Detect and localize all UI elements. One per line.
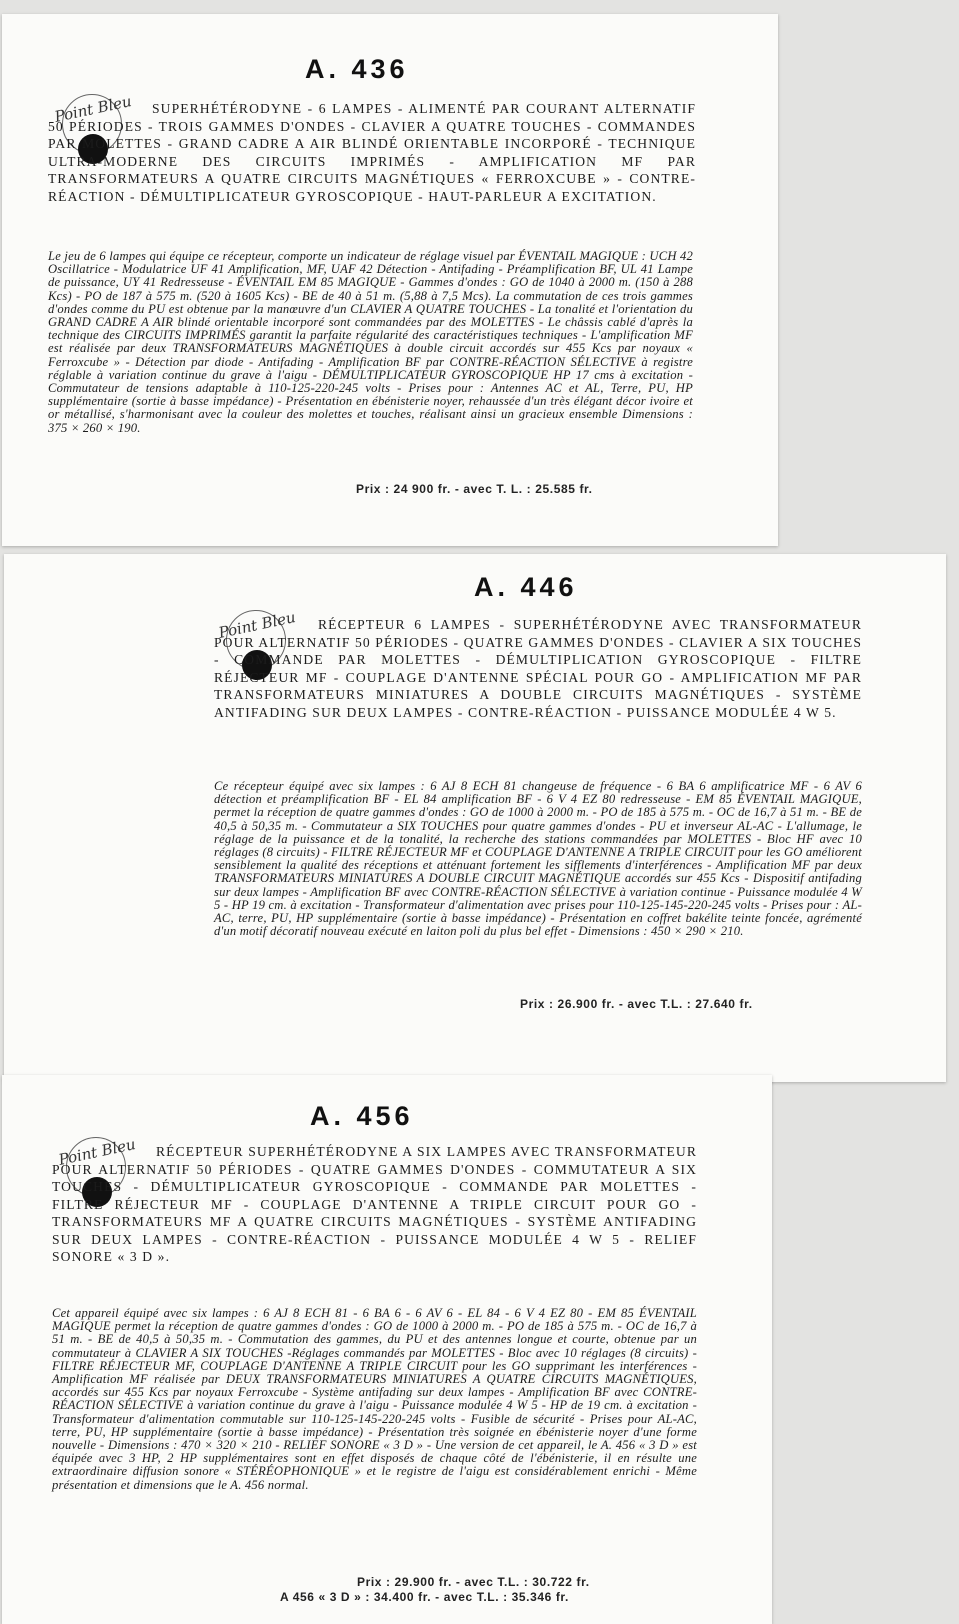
model-title: A. 436 <box>305 54 409 84</box>
description-text: Cet appareil équipé avec six lampes : 6 AJ 8 ECH 81 - 6 BA 6 - 6 AV 6 - EL 84 - 6 V 4 EZ 80 - EM 85 ÉVENTAIL MAGIQUE permet la réception de quatre gammes d'ondes : GO de 1000 à 2000 m. - PO de 185 à 575 m. - OC de 16,7 à 51 m. - BE de 40,5 à 50,35 m. - Commutation des gammes, du PU et des antennes longue et courte, obtenue par un commutateur à CLAVIER A SIX TOUCHES -Réglages commandés par MOLETTES - Bloc avec 10 réglages (8 circuits) - FILTRE RÉJECTEUR MF, COUPLAGE D'ANTENNE A TRIPLE CIRCUIT pour les GO supprimant les interférences - Amplification MF réalisée par DEUX TRANSFORMATEURS MINIATURES A QUATRE CIRCUITS MAGNÉTIQUES, accordés sur 455 Kcs par noyaux Ferroxcube - Système antifading sur deux lampes - Amplification BF avec CONTRE-RÉACTION SÉLECTIVE à variation continue du grave à l'aigu - Puissance modulée 4 W 5 - HP de 19 cm. à excitation - Transformateur d'alimentation commutable sur 110-125-145-220-245 volts - Fusible de sécurité - Prises pour AL-AC, terre, PU, HP supplémentaire (sortie à basse impédance) - Présentation très soignée en ébénisterie noyer d'une forme nouvelle - Dimensions : 470 × 320 × 210 - RELIEF SONORE « 3 D » - Une version de cet appareil, le A. 456 « 3 D » est équipée avec 3 HP, 2 HP supplémentaires sont en effet disposés de chaque côté de l'ébénisterie, il en résulte une extraordinaire diffusion sonore « STÉRÉOPHONIQUE » et le registre de l'aigu est considérablement enrichi - Même présentation et dimensions que le A. 456 normal. <box>52 1306 697 1492</box>
logo-script: Point Bleu <box>216 608 298 642</box>
price-line: Prix : 26.900 fr. - avec T.L. : 27.640 fr. <box>520 997 753 1011</box>
logo-script: Point Bleu <box>52 92 134 126</box>
model-title: A. 446 <box>474 572 578 602</box>
price-line: Prix : 29.900 fr. - avec T.L. : 30.722 fr. <box>357 1575 590 1589</box>
description-text: Le jeu de 6 lampes qui équipe ce récepteur, comporte un indicateur de réglage visuel par ÉVENTAIL MAGIQUE : UCH 42 Oscillatrice - Modulatrice UF 41 Amplification, MF, UAF 42 Détection - Antifading - Préamplification BF, UL 41 Lampe de puissance, UY 41 Redresseuse - ÉVENTAIL EM 85 MAGIQUE - Gammes d'ondes : GO de 1040 à 2000 m. (150 à 288 Kcs) - PO de 187 à 575 m. (520 à 1605 Kcs) - BE de 40 à 51 m. (5,88 à 7,5 Mcs). La commutation de ces trois gammes d'ondes comme du PU est obtenue par la manœuvre d'un CLAVIER A QUATRE TOUCHES - La tonalité et l'orientation du GRAND CADRE A AIR blindé orientable incorporé sont commandées par des MOLETTES - Le châssis cablé d'après la technique des CIRCUITS IMPRIMÉS garantit la parfaite régularité des caractéristiques techniques - L'amplification MF est réalisée par deux TRANSFORMATEURS MAGNÉTIQUES à double circuit accordés sur 455 Kcs par noyaux « Ferroxcube » - Détection par diode - Antifading - Amplification BF par CONTRE-RÉACTION SÉLECTIVE à registre réglable à variation continue du grave à l'aigu - DÉMULTIPLICATEUR GYROSCOPIQUE HP 17 cms à excitation - Commutateur de tensions adaptable à 110-125-220-245 volts - Prises pour : Antennes AC et AL, Terre, PU, HP supplémentaire (sortie à basse impédance) - Présentation en ébénisterie noyer, rehaussée d'un très élégant décor ivoire et or métallisé, s'harmonisant avec la couleur des molettes et touches, réalisant ainsi un gracieux ensemble Dimensions : 375 × 260 × 190. <box>48 249 693 435</box>
logo-script: Point Bleu <box>56 1135 138 1169</box>
features-text: RÉCEPTEUR SUPERHÉTÉRODYNE A SIX LAMPES AVEC TRANSFORMATEUR POUR ALTERNATIF 50 PÉRIODES - QUATRE GAMMES D'ONDES - COMMUTATEUR A SIX TOUCHES - DÉMULTIPLICATEUR GYROSCOPIQUE - COMMANDE PAR MOLETTES - FILTRE RÉJECTEUR MF - COUPLAGE D'ANTENNE A TRIPLE CIRCUIT POUR GO - TRANSFORMATEURS MF A QUATRE CIRCUITS MAGNÉTIQUES - SYSTÈME ANTIFADING SUR DEUX LAMPES - CONTRE-RÉACTION - PUISSANCE MODULÉE 4 W 5 - RELIEF SONORE « 3 D ». <box>52 1144 697 1264</box>
card-a456 <box>2 1075 772 1624</box>
features-text: RÉCEPTEUR 6 LAMPES - SUPERHÉTÉRODYNE AVEC TRANSFORMATEUR POUR ALTERNATIF 50 PÉRIODES - QUATRE GAMMES D'ONDES - CLAVIER A SIX TOUCHES - COMMANDE PAR MOLETTES - DÉMULTIPLICATION GYROSCOPIQUE - FILTRE RÉJECTEUR MF - COUPLAGE D'ANTENNE SPÉCIAL POUR GO - AMPLIFICATION MF PAR TRANSFORMATEURS MINIATURES A DOUBLE CIRCUITS MAGNÉTIQUES - SYSTÈME ANTIFADING SUR DEUX LAMPES - CONTRE-RÉACTION - PUISSANCE MODULÉE 4 W 5. <box>214 617 862 720</box>
price-line: Prix : 24 900 fr. - avec T. L. : 25.585 fr. <box>356 482 593 496</box>
card-a436 <box>2 14 778 546</box>
description-text: Ce récepteur équipé avec six lampes : 6 AJ 8 ECH 81 changeuse de fréquence - 6 BA 6 amplificatrice MF - 6 AV 6 détection et préamplification BF - EL 84 amplification BF - 6 V 4 EZ 80 redresseuse - EM 85 ÉVENTAIL MAGIQUE, permet la réception de quatre gammes d'ondes : GO de 1000 à 2000 m. - PO de 185 à 575 m. - OC de 16,7 à 51 m. - BE de 40,5 à 50,35 m. - Commutateur a SIX TOUCHES pour quatre gammes d'ondes - PU et inverseur AL-AC - L'allumage, le réglage de la puissance et de la tonalité, la recherche des stations commandées par MOLETTES - Bloc HF avec 10 réglages (8 circuits) - FILTRE RÉJECTEUR MF et COUPLAGE D'ANTENNE A TRIPLE CIRCUIT pour les GO améliorent sensiblement la qualité des réceptions et atténuant fortement les sifflements d'interférences - Amplification MF par deux TRANSFORMATEURS MINIATURES A DOUBLE CIRCUIT MAGNÉTIQUE accordés sur 455 Kcs - Dispositif antifading sur deux lampes - Amplification BF avec CONTRE-RÉACTION SÉLECTIVE à variation continue - Puissance modulée 4 W 5 - HP 19 cm. à excitation - Transformateur d'alimentation avec prises pour 110-125-145-220-245 volts - Prises pour : AL-AC, terre, PU, HP supplémentaire (sortie à basse impédance) - Présentation en coffret bakélite teinte foncée, agrémenté d'un motif décoratif nouveau exécuté en laiton poli du plus bel effet - Dimensions : 450 × 290 × 210. <box>214 779 862 939</box>
price-line-3d: A 456 « 3 D » : 34.400 fr. - avec T.L. : 35.346 fr. <box>280 1590 569 1604</box>
card-a446 <box>4 554 946 1082</box>
model-title: A. 456 <box>310 1101 414 1131</box>
features-text: SUPERHÉTÉRODYNE - 6 LAMPES - ALIMENTÉ PAR COURANT ALTERNATIF 50 PÉRIODES - TROIS GAMMES D'ONDES - CLAVIER A QUATRE TOUCHES - COMMANDES PAR MOLETTES - GRAND CADRE A AIR BLINDÉ ORIENTABLE INCORPORÉ - TECHNIQUE ULTRA-MODERNE DES CIRCUITS IMPRIMÉS - AMPLIFICATION MF PAR TRANSFORMATEURS A QUATRE CIRCUITS MAGNÉTIQUES « FERROXCUBE » - CONTRE-RÉACTION - DÉMULTIPLICATEUR GYROSCOPIQUE - HAUT-PARLEUR A EXCITATION. <box>48 101 696 204</box>
